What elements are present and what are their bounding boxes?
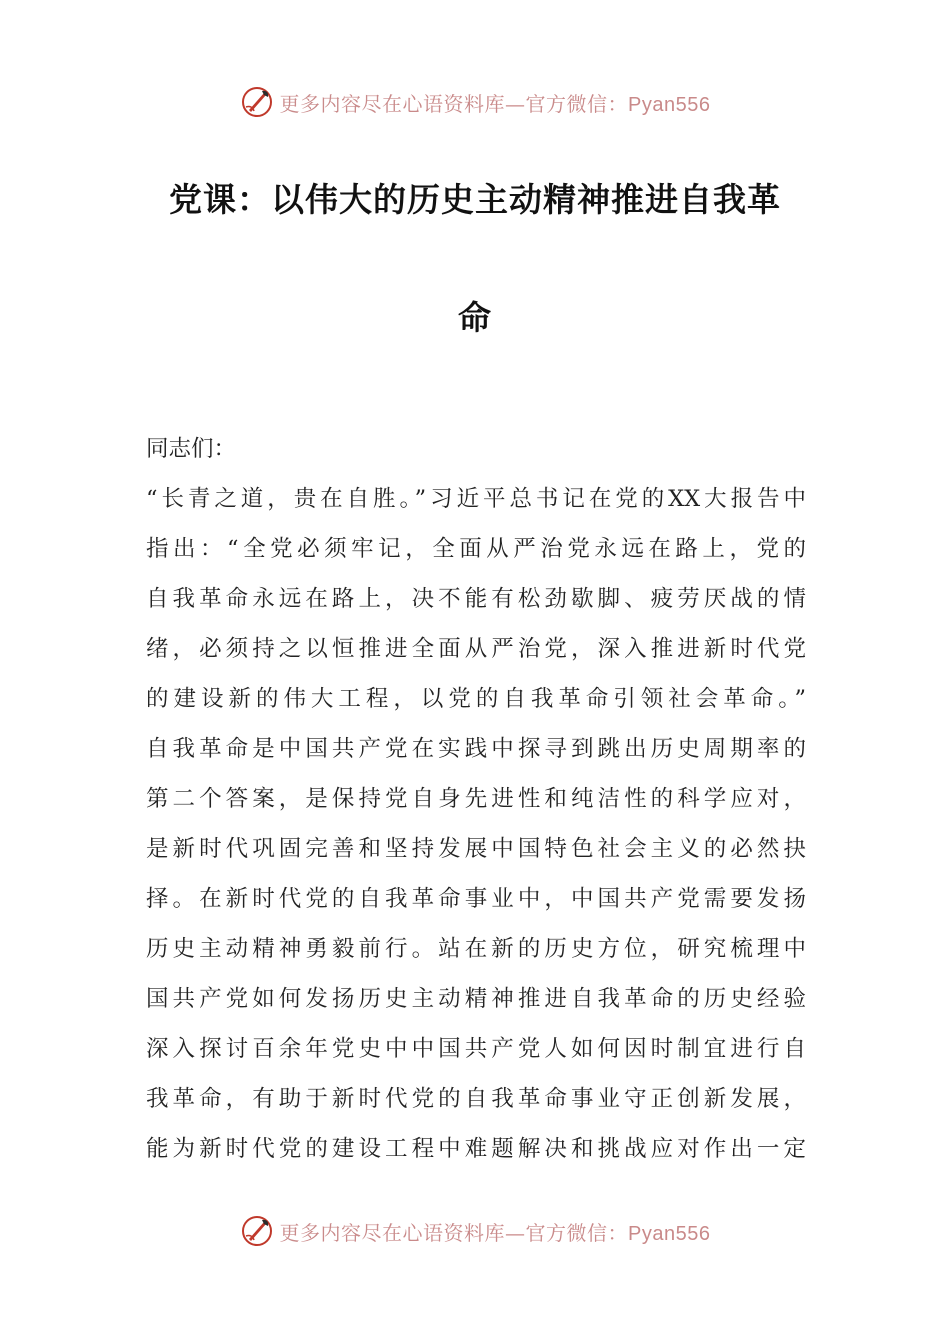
quill-pen-logo-icon (240, 1214, 274, 1248)
paragraph-line: 历史主动精神勇毅前行。站在新的历史方位，研究梳理中 (146, 936, 806, 962)
paragraph-line: 第二个答案，是保持党自身先进性和纯洁性的科学应对， (146, 786, 806, 812)
paragraph-line: 深入探讨百余年党史中中国共产党人如何因时制宜进行自 (146, 1036, 806, 1062)
watermark-banner-top (0, 82, 950, 122)
paragraph-line: 绪，必须持之以恒推进全面从严治党，深入推进新时代党 (146, 636, 806, 662)
paragraph-line: 指出：“全党必须牢记，全面从严治党永远在路上，党的 (146, 536, 806, 562)
watermark-text: 更多内容尽在心语资料库—官方微信：Pyan556 (279, 1220, 711, 1245)
wechat-id: Pyan556 (628, 1222, 711, 1245)
paragraph-line: “长青之道，贵在自胜。”习近平总书记在党的XX大报告中 (146, 486, 806, 512)
document-title-line-1: 党课：以伟大的历史主动精神推进自我革 (169, 180, 781, 219)
document-body (146, 424, 806, 1174)
paragraph-line: 自我革命是中国共产党在实践中探寻到跳出历史周期率的 (146, 736, 806, 762)
watermark-text: 更多内容尽在心语资料库—官方微信：Pyan556 (279, 91, 711, 116)
quill-pen-logo-icon (240, 85, 274, 119)
document-title-line-2: 命 (458, 298, 492, 337)
wechat-id: Pyan556 (628, 93, 711, 116)
paragraph-line: 能为新时代党的建设工程中难题解决和挑战应对作出一定 (146, 1136, 806, 1162)
watermark-banner-bottom (0, 1211, 950, 1251)
paragraph-line: 择。在新时代党的自我革命事业中，中国共产党需要发扬 (146, 886, 806, 912)
greeting: 同志们： (146, 436, 237, 462)
paragraph-line: 自我革命永远在路上，决不能有松劲歇脚、疲劳厌战的情 (146, 586, 806, 612)
paragraph-line: 是新时代巩固完善和坚持发展中国特色社会主义的必然抉 (146, 836, 806, 862)
paragraph-line: 国共产党如何发扬历史主动精神推进自我革命的历史经验 (146, 986, 806, 1012)
paragraph-line: 的建设新的伟大工程，以党的自我革命引领社会革命。” (146, 686, 806, 712)
paragraph-line: 我革命，有助于新时代党的自我革命事业守正创新发展， (146, 1086, 806, 1112)
